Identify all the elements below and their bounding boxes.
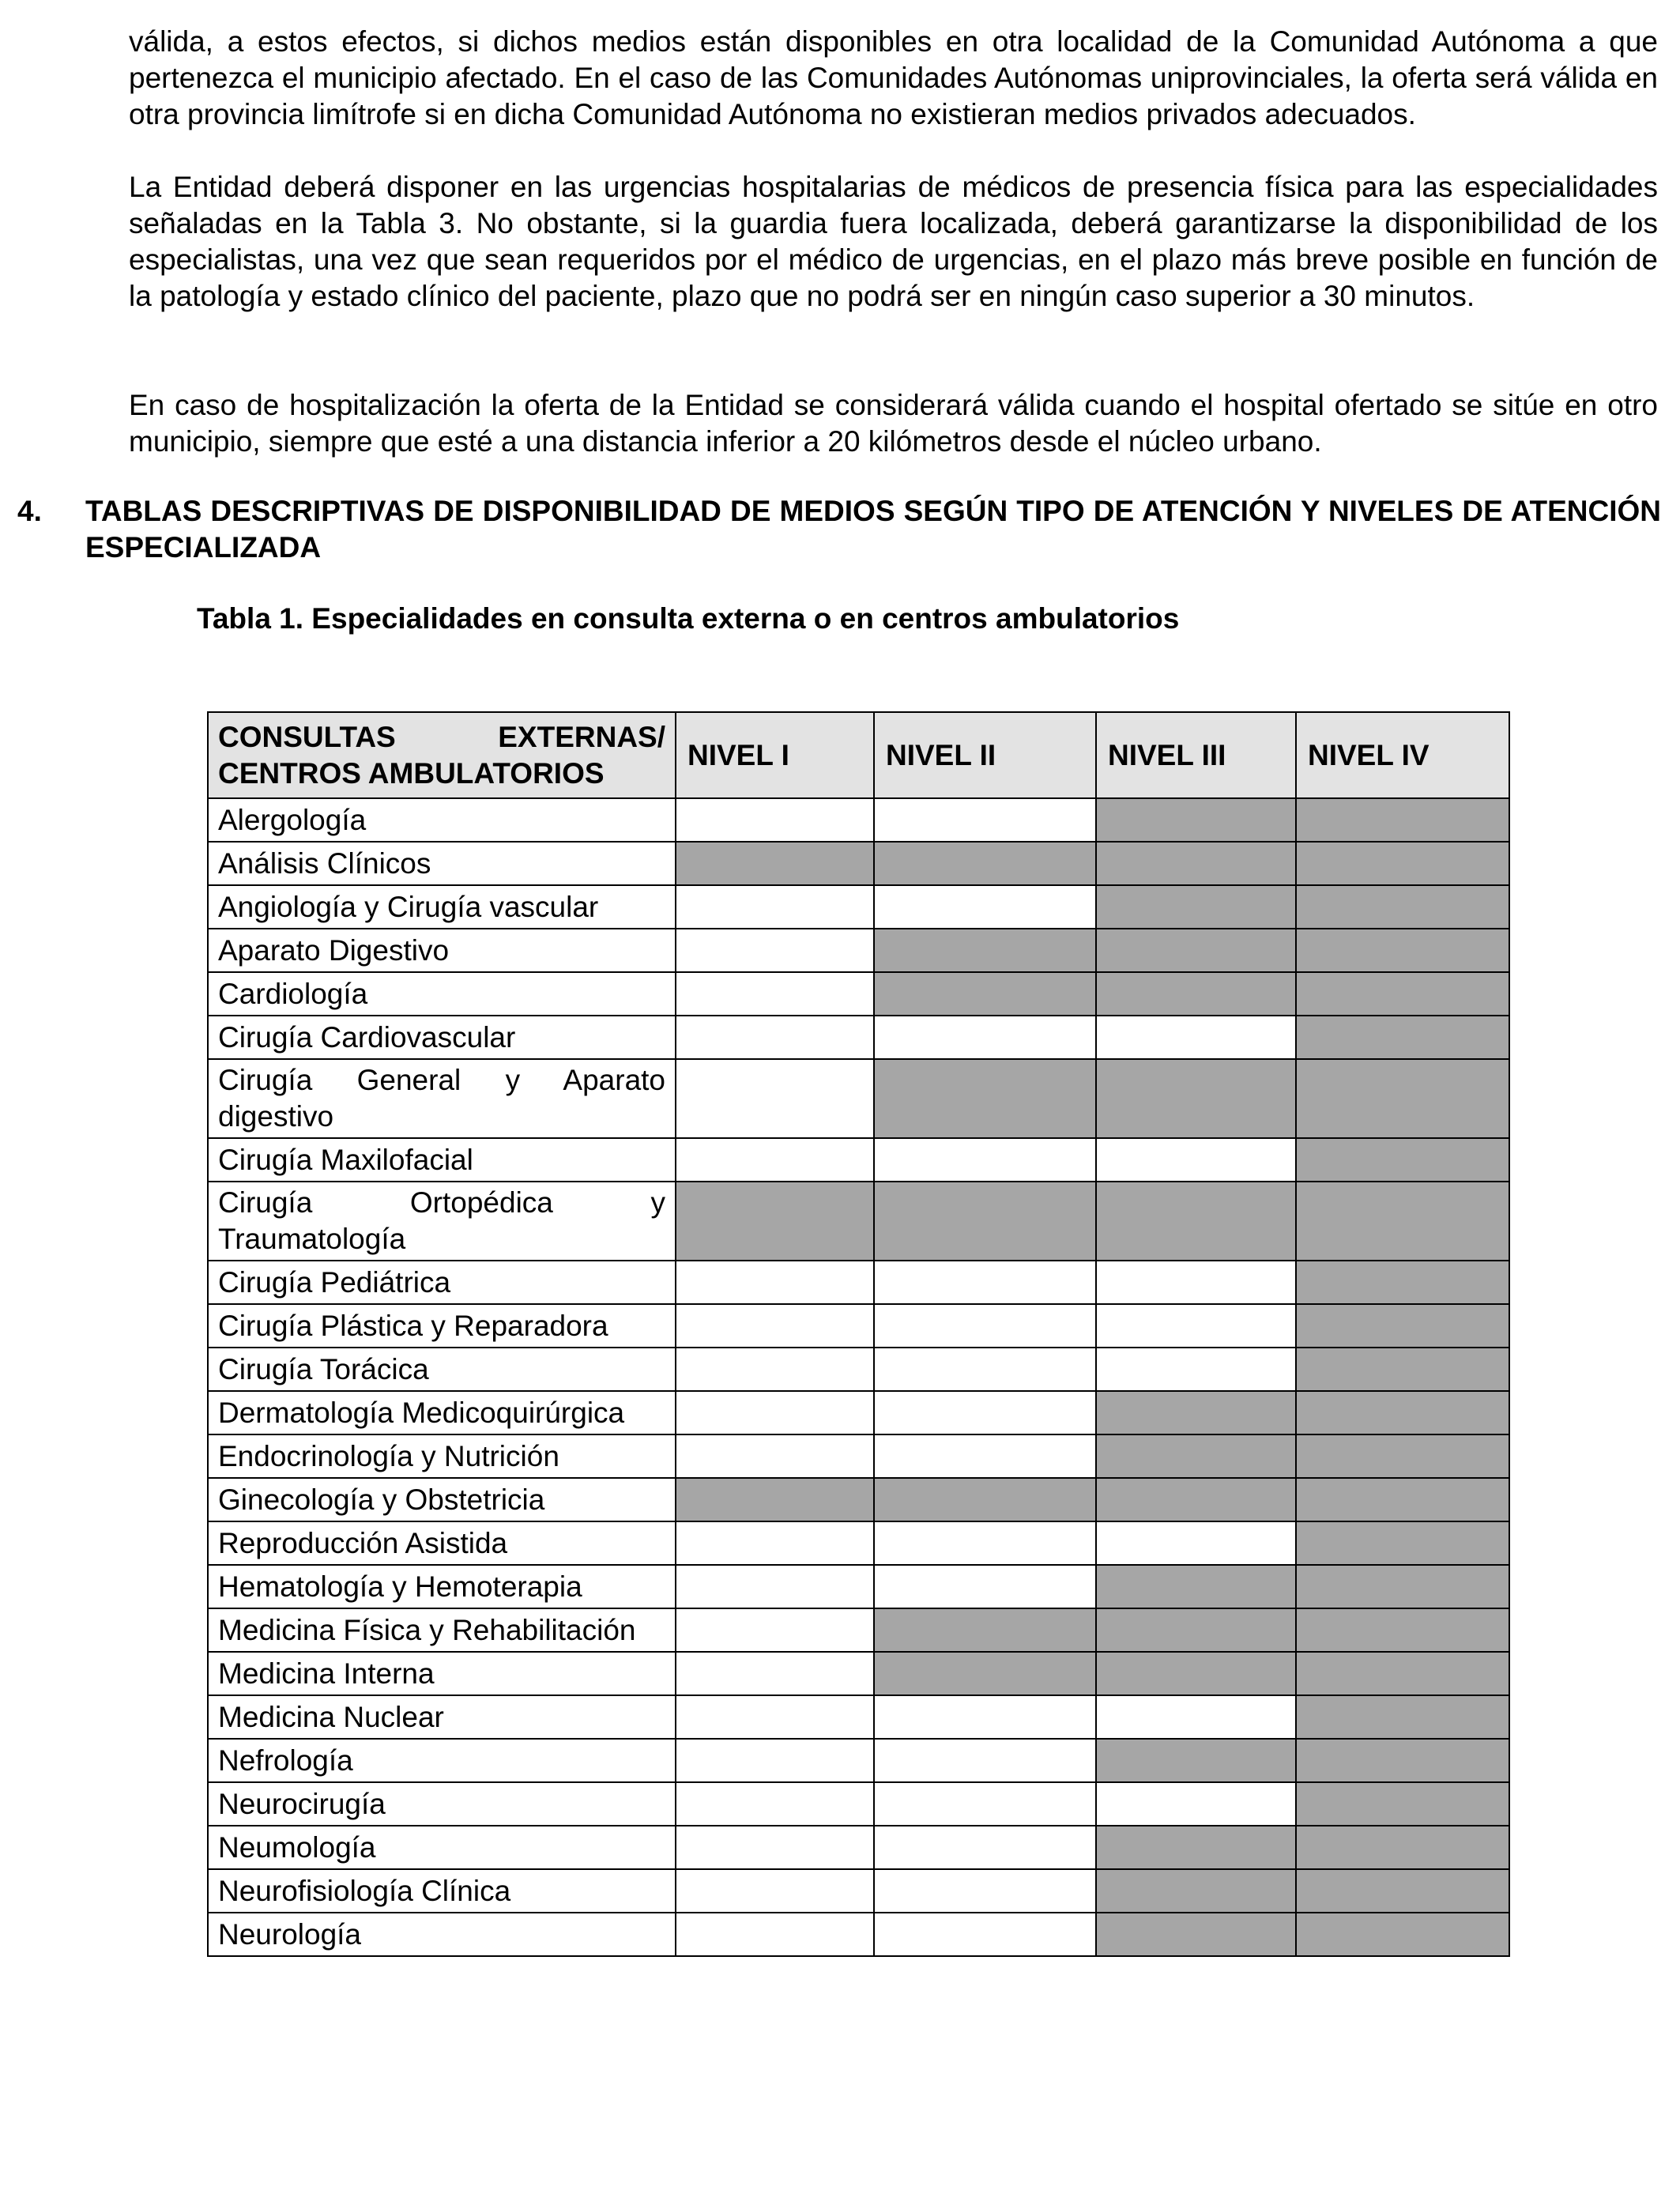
level-2-cell (874, 1434, 1096, 1478)
level-1-cell (676, 1138, 874, 1182)
specialty-name-line1: Cirugía Cardiovascular (218, 1020, 516, 1054)
level-4-cell (1296, 929, 1509, 972)
table-row (208, 1059, 1509, 1138)
level-4-cell (1296, 1182, 1509, 1261)
table-row (208, 1913, 1509, 1956)
specialty-name-line1: Reproducción Asistida (218, 1526, 508, 1559)
specialty-name-line1: Cirugía General y Aparato (218, 1064, 665, 1096)
specialty-name (208, 1434, 676, 1478)
specialty-name-line1: Ginecología y Obstetricia (218, 1483, 545, 1516)
section-heading (17, 493, 1661, 566)
level-4-cell (1296, 1869, 1509, 1913)
specialty-name (208, 1478, 676, 1521)
level-4-cell (1296, 1434, 1509, 1478)
table-row (208, 1348, 1509, 1391)
table-row (208, 1782, 1509, 1826)
level-3-cell (1096, 1182, 1296, 1261)
header-specialty-line2: CENTROS AMBULATORIOS (218, 756, 605, 790)
specialty-name (208, 1565, 676, 1608)
level-4-cell (1296, 1565, 1509, 1608)
level-2-cell (874, 798, 1096, 842)
level-3-cell (1096, 1478, 1296, 1521)
level-3-cell (1096, 1138, 1296, 1182)
specialty-name (208, 1826, 676, 1869)
specialty-name (208, 1913, 676, 1956)
specialty-name (208, 798, 676, 842)
specialty-name-line1: Neumología (218, 1830, 376, 1864)
level-2-cell (874, 1261, 1096, 1304)
specialty-name (208, 842, 676, 885)
header-level-4: NIVEL IV (1296, 712, 1509, 798)
level-2-cell (874, 1059, 1096, 1138)
level-2-cell (874, 1695, 1096, 1739)
level-4-cell (1296, 1138, 1509, 1182)
specialty-name (208, 1608, 676, 1652)
level-1-cell (676, 1391, 874, 1434)
specialty-name-line1: Neurocirugía (218, 1787, 386, 1820)
specialty-name (208, 885, 676, 929)
level-4-cell (1296, 798, 1509, 842)
level-3-cell (1096, 1869, 1296, 1913)
level-1-cell (676, 1016, 874, 1059)
level-4-cell (1296, 1478, 1509, 1521)
level-2-cell (874, 842, 1096, 885)
level-2-cell (874, 1826, 1096, 1869)
specialty-name-line1: Angiología y Cirugía vascular (218, 890, 599, 923)
specialty-name (208, 1521, 676, 1565)
level-3-cell (1096, 1608, 1296, 1652)
specialty-name-line1: Medicina Física y Rehabilitación (218, 1613, 636, 1646)
header-level-2: NIVEL II (874, 712, 1096, 798)
level-2-cell (874, 972, 1096, 1016)
specialty-name (208, 1739, 676, 1782)
level-3-cell (1096, 842, 1296, 885)
level-3-cell (1096, 929, 1296, 972)
specialty-name-line1: Aparato Digestivo (218, 933, 450, 967)
level-3-cell (1096, 1059, 1296, 1138)
level-1-cell (676, 1782, 874, 1826)
table-row (208, 1739, 1509, 1782)
level-1-cell (676, 885, 874, 929)
level-3-cell (1096, 1391, 1296, 1434)
level-4-cell (1296, 1826, 1509, 1869)
level-3-cell (1096, 1016, 1296, 1059)
level-3-cell (1096, 1913, 1296, 1956)
level-4-cell (1296, 1739, 1509, 1782)
paragraph-1: válida, a estos efectos, si dichos medios están disponibles en otra localidad de la Comunidad Autónoma a que pertenezca el municipio afectado. En el caso de las Comunidades Autónomas uniprovinciales, la oferta será válida en otra provincia limítrofe si en dicha Comunidad Autónoma no existieran medios privados adecuados. (129, 25, 1658, 130)
specialty-name-line1: Endocrinología y Nutrición (218, 1439, 559, 1472)
specialty-name (208, 1059, 676, 1138)
level-4-cell (1296, 1348, 1509, 1391)
specialty-name-line1: Cirugía Ortopédica y (218, 1186, 665, 1219)
level-2-cell (874, 1521, 1096, 1565)
specialty-name-line1: Cirugía Maxilofacial (218, 1143, 473, 1176)
level-2-cell (874, 1869, 1096, 1913)
specialty-name (208, 1695, 676, 1739)
specialty-name-line1: Cirugía Pediátrica (218, 1265, 451, 1299)
level-4-cell (1296, 1059, 1509, 1138)
section-title: TABLAS DESCRIPTIVAS DE DISPONIBILIDAD DE MEDIOS SEGÚN TIPO DE ATENCIÓN Y NIVELES DE ATENCIÓN ESPECIALIZADA (85, 495, 1661, 564)
table-row (208, 1016, 1509, 1059)
table-row (208, 1869, 1509, 1913)
level-4-cell (1296, 1521, 1509, 1565)
level-1-cell (676, 1913, 874, 1956)
level-3-cell (1096, 972, 1296, 1016)
level-1-cell (676, 1565, 874, 1608)
level-1-cell (676, 1059, 874, 1138)
table-row (208, 842, 1509, 885)
table-row (208, 1182, 1509, 1261)
level-4-cell (1296, 1304, 1509, 1348)
level-4-cell (1296, 1016, 1509, 1059)
level-1-cell (676, 1826, 874, 1869)
table-row (208, 929, 1509, 972)
table-row (208, 1304, 1509, 1348)
level-3-cell (1096, 1652, 1296, 1695)
level-1-cell (676, 842, 874, 885)
level-4-cell (1296, 1695, 1509, 1739)
level-2-cell (874, 1304, 1096, 1348)
level-1-cell (676, 1869, 874, 1913)
header-specialty (208, 712, 676, 798)
level-2-cell (874, 1478, 1096, 1521)
level-4-cell (1296, 972, 1509, 1016)
level-4-cell (1296, 885, 1509, 929)
level-3-cell (1096, 1565, 1296, 1608)
specialty-name (208, 1138, 676, 1182)
specialty-name (208, 1016, 676, 1059)
specialty-name (208, 1391, 676, 1434)
header-level-3: NIVEL III (1096, 712, 1296, 798)
level-2-cell (874, 929, 1096, 972)
level-4-cell (1296, 1608, 1509, 1652)
table-caption: Tabla 1. Especialidades en consulta externa o en centros ambulatorios (197, 602, 1180, 635)
specialty-name-line1: Alergología (218, 803, 367, 836)
level-2-cell (874, 1652, 1096, 1695)
table-row (208, 1521, 1509, 1565)
table-header-row (208, 712, 1509, 798)
table-row (208, 1695, 1509, 1739)
level-3-cell (1096, 798, 1296, 842)
table-row (208, 1478, 1509, 1521)
level-2-cell (874, 1138, 1096, 1182)
table-row (208, 1138, 1509, 1182)
level-1-cell (676, 1182, 874, 1261)
header-level-1: NIVEL I (676, 712, 874, 798)
level-3-cell (1096, 885, 1296, 929)
level-1-cell (676, 1695, 874, 1739)
level-2-cell (874, 1565, 1096, 1608)
level-4-cell (1296, 1652, 1509, 1695)
table-row (208, 1391, 1509, 1434)
level-1-cell (676, 1348, 874, 1391)
table-row (208, 1434, 1509, 1478)
level-3-cell (1096, 1261, 1296, 1304)
paragraph-2: La Entidad deberá disponer en las urgencias hospitalarias de médicos de presencia física para las especialidades señaladas en la Tabla 3. No obstante, si la guardia fuera localizada, deberá garantizarse la disponibilidad de los especialistas, una vez que sean requeridos por el médico de urgencias, en el plazo más breve posible en función de la patología y estado clínico del paciente, plazo que no podrá ser en ningún caso superior a 30 minutos. (129, 171, 1658, 312)
specialty-name (208, 1304, 676, 1348)
specialty-name (208, 1869, 676, 1913)
level-2-cell (874, 1782, 1096, 1826)
level-1-cell (676, 1478, 874, 1521)
level-2-cell (874, 885, 1096, 929)
level-4-cell (1296, 1913, 1509, 1956)
specialty-name-line1: Neurofisiología Clínica (218, 1874, 511, 1907)
level-1-cell (676, 1434, 874, 1478)
specialty-name-line1: Neurología (218, 1917, 362, 1951)
specialty-name-line2: Traumatología (218, 1223, 406, 1255)
level-4-cell (1296, 1391, 1509, 1434)
level-1-cell (676, 972, 874, 1016)
level-1-cell (676, 1304, 874, 1348)
specialty-name-line1: Medicina Interna (218, 1657, 435, 1690)
specialty-name-line1: Medicina Nuclear (218, 1700, 444, 1733)
level-3-cell (1096, 1739, 1296, 1782)
table-body (208, 798, 1509, 1956)
specialty-name-line1: Cardiología (218, 977, 368, 1010)
specialty-name-line2: digestivo (218, 1100, 334, 1133)
table-row (208, 885, 1509, 929)
table-row (208, 798, 1509, 842)
level-3-cell (1096, 1348, 1296, 1391)
level-1-cell (676, 929, 874, 972)
level-4-cell (1296, 1782, 1509, 1826)
level-1-cell (676, 1521, 874, 1565)
specialty-name (208, 1261, 676, 1304)
specialty-name (208, 1782, 676, 1826)
table-row (208, 1608, 1509, 1652)
level-2-cell (874, 1182, 1096, 1261)
level-2-cell (874, 1608, 1096, 1652)
section-number: 4. (17, 495, 42, 527)
specialty-name (208, 1182, 676, 1261)
level-2-cell (874, 1913, 1096, 1956)
level-3-cell (1096, 1782, 1296, 1826)
level-1-cell (676, 798, 874, 842)
level-2-cell (874, 1391, 1096, 1434)
table-row (208, 972, 1509, 1016)
level-4-cell (1296, 842, 1509, 885)
paragraph-3: En caso de hospitalización la oferta de la Entidad se considerará válida cuando el hospital ofertado se sitúe en otro municipio, siempre que esté a una distancia inferior a 20 kilómetros desde el núcleo urbano. (129, 389, 1658, 458)
level-3-cell (1096, 1521, 1296, 1565)
specialty-name (208, 929, 676, 972)
level-2-cell (874, 1739, 1096, 1782)
table-row (208, 1826, 1509, 1869)
specialty-name (208, 972, 676, 1016)
specialty-name-line1: Análisis Clínicos (218, 846, 431, 880)
header-specialty-line1: CONSULTAS EXTERNAS/ (218, 720, 665, 753)
specialties-table (207, 711, 1510, 1957)
specialty-name (208, 1348, 676, 1391)
level-2-cell (874, 1016, 1096, 1059)
specialty-name (208, 1652, 676, 1695)
level-1-cell (676, 1739, 874, 1782)
level-3-cell (1096, 1826, 1296, 1869)
level-3-cell (1096, 1434, 1296, 1478)
level-4-cell (1296, 1261, 1509, 1304)
specialty-name-line1: Hematología y Hemoterapia (218, 1570, 582, 1603)
specialty-name-line1: Nefrología (218, 1744, 353, 1777)
level-1-cell (676, 1652, 874, 1695)
level-1-cell (676, 1261, 874, 1304)
level-3-cell (1096, 1304, 1296, 1348)
level-3-cell (1096, 1695, 1296, 1739)
table-row (208, 1261, 1509, 1304)
level-2-cell (874, 1348, 1096, 1391)
specialty-name-line1: Cirugía Plástica y Reparadora (218, 1309, 608, 1342)
specialty-name-line1: Dermatología Medicoquirúrgica (218, 1396, 625, 1429)
table-row (208, 1565, 1509, 1608)
level-1-cell (676, 1608, 874, 1652)
table-row (208, 1652, 1509, 1695)
specialty-name-line1: Cirugía Torácica (218, 1352, 429, 1385)
